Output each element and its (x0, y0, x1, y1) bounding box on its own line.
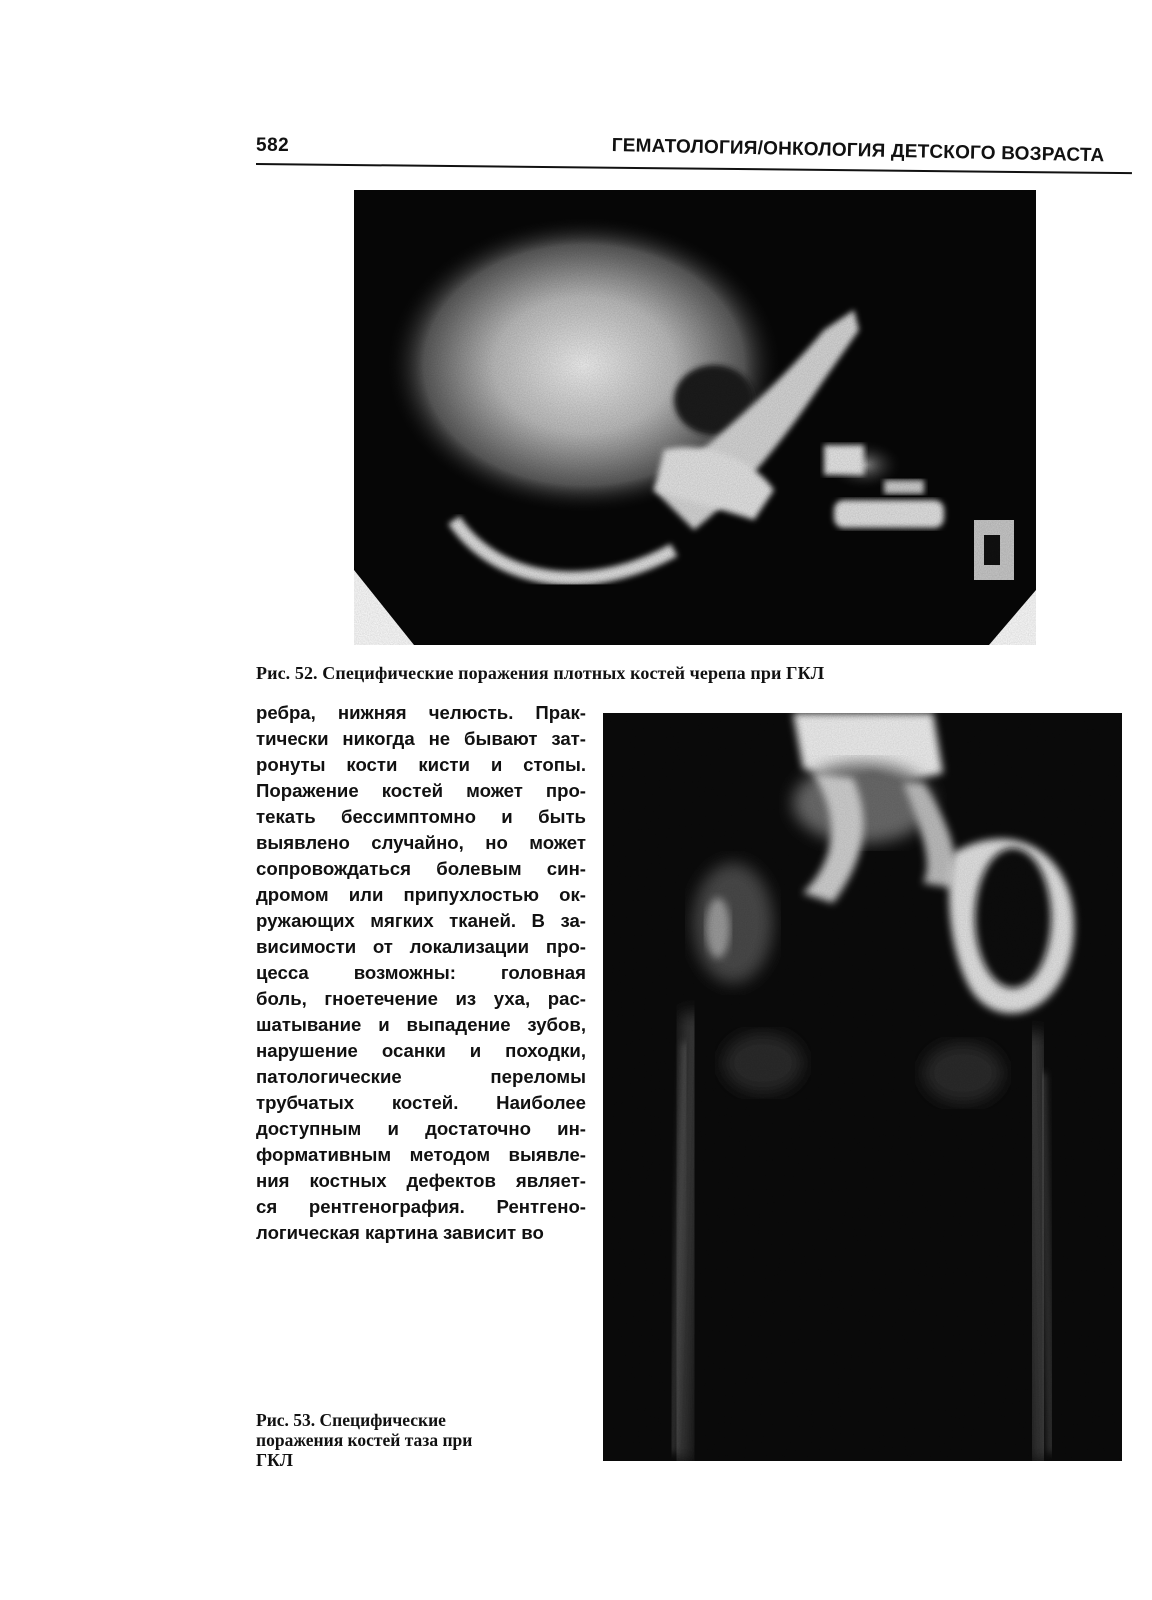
page-number: 582 (256, 135, 290, 156)
body-line: ся рентгенография. Рентгено- (256, 1196, 586, 1217)
body-line: текать бессимптомно и быть (256, 806, 586, 827)
body-line: выявлено случайно, но может (256, 832, 586, 853)
figure-53-caption (256, 1410, 556, 1470)
skull-xray-image (354, 190, 1036, 645)
body-line: формативным методом выявле- (256, 1144, 586, 1165)
body-line: сопровождаться болевым син- (256, 858, 586, 879)
figure-53-pelvis-xray (603, 713, 1122, 1461)
pelvis-xray-image (603, 713, 1122, 1461)
body-line: тически никогда не бывают зат- (256, 728, 586, 749)
body-line: логическая картина зависит во (256, 1222, 544, 1243)
body-line: шатывание и выпадение зубов, (256, 1014, 586, 1035)
body-line: висимости от локализации про- (256, 936, 586, 957)
body-line: нарушение осанки и походки, (256, 1040, 586, 1061)
body-line: ронуты кости кисти и стопы. (256, 754, 586, 775)
figure-53-caption-line: Рис. 53. Специфические (256, 1410, 446, 1430)
figure-52-skull-xray (354, 190, 1036, 645)
body-line: ребра, нижняя челюсть. Прак- (256, 702, 586, 723)
body-line: дромом или припухлостью ок- (256, 884, 586, 905)
body-line: трубчатых костей. Наиболее (256, 1092, 586, 1113)
body-line: цесса возможны: головная (256, 962, 586, 983)
body-line: патологические переломы (256, 1066, 586, 1087)
running-head: ГЕМАТОЛОГИЯ/ОНКОЛОГИЯ ДЕТСКОГО ВОЗРАСТА (611, 135, 1105, 167)
body-text (256, 700, 586, 1246)
figure-53-caption-line: ГКЛ (256, 1450, 293, 1470)
body-line: доступным и достаточно ин- (256, 1118, 586, 1139)
body-line: боль, гноетечение из уха, рас- (256, 988, 586, 1009)
figure-52-caption: Рис. 52. Специфические поражения плотных костей черепа при ГКЛ (256, 663, 825, 683)
body-line: ружающих мягких тканей. В за- (256, 910, 586, 931)
body-line: ния костных дефектов являет- (256, 1170, 586, 1191)
figure-53-caption-line: поражения костей таза при (256, 1430, 473, 1450)
body-line: Поражение костей может про- (256, 780, 586, 801)
